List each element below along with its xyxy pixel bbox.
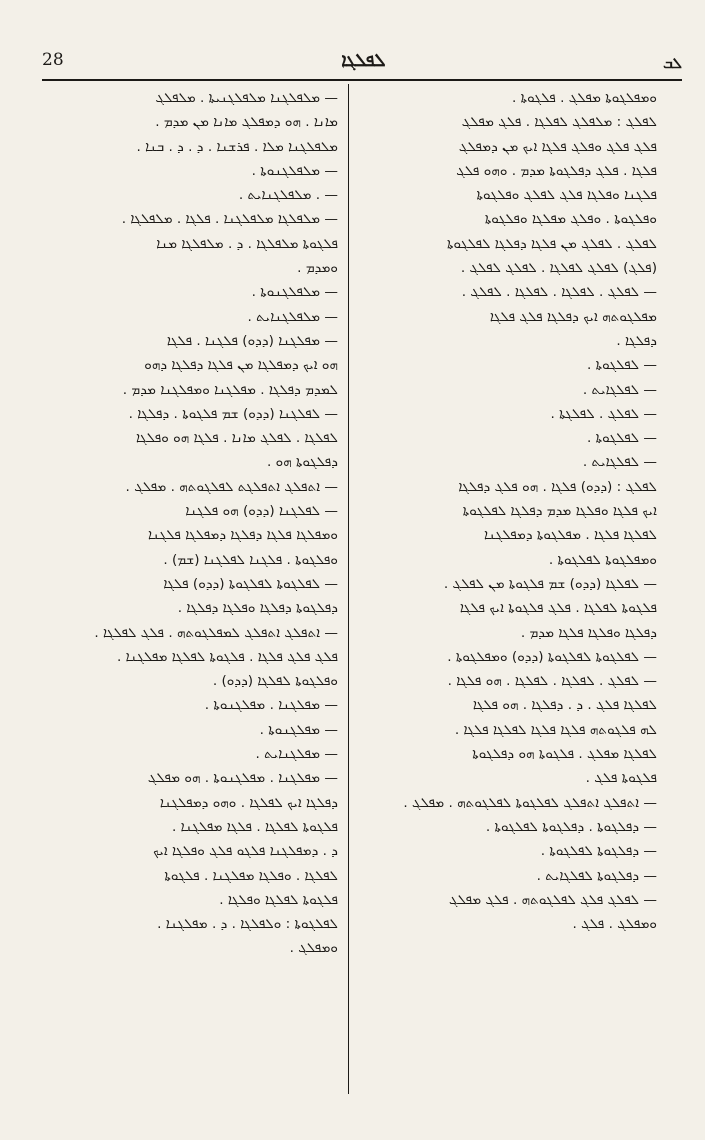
dictionary-line: ܕ . ܕܡܦܠܓܢܐ ܦܠܓܘ ܦܠܓ ܘܦܠܓܐ ܐܝܟ (153, 843, 338, 860)
dictionary-line: — ܡܠܦܠܓܢܘܬܐ . (251, 284, 338, 301)
dictionary-line: ܕܦܠܓܘܬܐ ܗܘ . (267, 454, 338, 471)
dictionary-line: — ܐܬܦܠܓ ܐܬܦܠܓ ܠܦܠܓܘܬܐ ܠܦܠܓܘܬܗ . ܡܦܠܓ . (403, 794, 657, 811)
dictionary-line: — ܡܦܠܓܢܐ . ܡܦܠܓܢܘܬܐ . (204, 697, 338, 714)
dictionary-line: — . ܡܠܦܠܓܢܐܝܬ . (238, 187, 338, 204)
dictionary-line: ܘܡܦܠܓ . (289, 940, 338, 957)
page-header (42, 38, 682, 74)
dictionary-line: ܘܡܦܠܓܘܬܐ ܠܦܠܓܘܬܐ . (548, 551, 657, 568)
dictionary-line: ܘܡܦܠܓܐ ܦܠܓܐ ܕܦܠܓܐ ܕܡܦܠܓܐ ܦܠܓܢܐ (147, 527, 338, 544)
dictionary-line: ܕܦܠܓܐ ܐܝܟ ܠܦܠܓܐ . ܘܗܘ ܕܡܦܠܓܢܐ (159, 794, 338, 811)
dictionary-line: ܠܦܠܓܐ ܦܠܓܐ . ܡܦܠܓܘܬܐ ܕܡܦܠܓܢܐ (483, 527, 657, 544)
dictionary-line: ܦܠܓܐ . ܦܠܓ ܕܦܠܓܘܬܐ ܡܕܡ . ܘܗܘ ܦܠܓ (456, 162, 657, 179)
dictionary-line: ܕܦܠܓܐ . (616, 332, 657, 349)
dictionary-line: — ܠܦܠܓܘܬܐ ܠܦܠܓܘܬܐ (ܕܕܘ) ܘܡܦܠܓܘܬܐ . (447, 648, 657, 665)
dictionary-line: ܕܦܠܓܘܬܐ ܕܦܠܓܐ ܘܦܠܓܐ ܕܦܠܓܐ . (177, 600, 338, 617)
dictionary-line: ܦܠܓܘܬܐ ܦܠܓ . (585, 770, 657, 787)
dictionary-line: — ܡܦܠܓܢܐܝܬ . (255, 746, 338, 763)
dictionary-line: ܘܦܠܓܘܬܐ . ܘܦܠܓ ܡܦܠܓܐ ܘܦܠܓܘܬܐ (484, 211, 657, 228)
dictionary-line: ܠܦܠܓܐ . ܠܦܠܓ ܡܐܢܐ . ܦܠܓܐ ܗܘ ܘܦܠܓܐ (136, 430, 338, 447)
dictionary-line: — ܡܠܦܠܓܢܐܝܬ . (247, 308, 338, 325)
dictionary-line: ܦܠܓ ܦܠܓ ܦܠܓܐ . ܦܠܓܘܬܐ ܠܦܠܓܐ ܡܦܠܓܢܐ . (116, 648, 338, 665)
dictionary-line: — ܕܦܠܓܘܬܐ ܠܦܠܓܐܝܬ . (536, 867, 657, 884)
dictionary-line: ܠܦܠܓ : ܡܠܦܠܓ ܠܦܠܓܐ . ܦܠܓ ܡܦܠܓ (461, 114, 657, 131)
dictionary-line: ܦܠܓܘܬܐ ܠܦܠܓܐ . ܦܠܓܐ ܡܦܠܓܢܐ . (171, 818, 338, 835)
dictionary-line: ܡܦܠܓܘܬܗ ܐܝܟ ܕܦܠܓܐ ܦܠܓ ܦܠܓܐ (489, 308, 657, 325)
dictionary-line: — ܠܦܠܓܐܝܬ . (582, 454, 657, 471)
dictionary-line: ܡܠܦܠܓܢܐ ܡܠܐ . ܦܪܫܢܐ . ܕ . ܕ . ܒܢܐ . (136, 138, 338, 155)
dictionary-line: ܡܐܢܐ . ܗܘ ܕܡܦܠܓ ܡܐܢܐ ܡܢ ܡܕܡ . (155, 114, 338, 131)
dictionary-line: — ܡܦܠܓܢܘܬܐ . (259, 721, 338, 738)
dictionary-line: (ܦܠܓ) ܠܦܠܓ ܠܦܠܓܐ . ܠܦܠܓ ܠܦܠܓ . (460, 260, 657, 277)
right-column (363, 86, 657, 1096)
dictionary-line: ܦܠܓܢܐ ܘܦܠܓܐ ܦܠܓ ܠܦܠܓ ܘܦܠܓܘܬܐ (476, 187, 657, 204)
dictionary-line: — ܡܦܠܓܢܐ (ܕܕܘ) ܦܠܓܢܐ . ܦܠܓܐ (166, 332, 338, 349)
dictionary-line: — ܠܦܠܓ . ܠܦܠܓܬܐ . (550, 405, 657, 422)
dictionary-line: ܦܠܓܘܬܐ ܠܦܠܓܐ ܘܦܠܓܐ . (219, 891, 338, 908)
dictionary-line: — ܠܦܠܓܘܬܐ ܠܦܠܓܘܬܐ (ܕܕܘ) ܦܠܓܐ (163, 575, 338, 592)
section-marker: ܠܒ (663, 54, 682, 72)
dictionary-line: ܘܦܠܓܘܬܐ ܠܦܠܓܐ (ܕܕܘ) . (212, 673, 338, 690)
dictionary-line: — ܡܦܠܓܢܐ . ܡܦܠܓܢܘܬܐ . ܗܘ ܡܦܠܓ (147, 770, 338, 787)
dictionary-line: — ܡܠܦܠܓܢܘܬܐ . (251, 162, 338, 179)
dictionary-line: ܠܦܠܓܐ ܦܠܓ . ܕ . ܕܦܠܓܐ . ܗܘ ܦܠܓܐ (472, 697, 657, 714)
dictionary-line: ܠܦܠܓܐ ܡܦܠܓ . ܦܠܓܘܬܐ ܗܘ ܕܦܠܓܘܬܐ (472, 746, 657, 763)
dictionary-line: — ܠܦܠܓܘܬܐ . (586, 357, 657, 374)
dictionary-line: ܘܡܦܠܓ . ܦܠܓ . (572, 916, 657, 933)
dictionary-line: ܠܡܕܡ ܕܦܠܓܐ . ܡܦܠܓܢܐ ܘܡܦܠܓܢܐ ܡܕܡ . (122, 381, 338, 398)
column-divider (348, 84, 349, 1094)
running-title: ܠܦܠܓܐ (341, 50, 386, 71)
dictionary-line: — ܡܠܦܠܓܐ ܡܠܦܠܓܢܐ . ܦܠܓܐ . ܡܠܦܠܓܐ . (121, 211, 338, 228)
dictionary-line: ܦܠܓܘܬܐ ܠܦܠܓܐ . ܦܠܓ ܦܠܓܘܬܐ ܐܝܟ ܦܠܓܐ (459, 600, 657, 617)
dictionary-line: ܠܦܠܓ . ܠܦܠܓ ܡܢ ܦܠܓܐ ܕܦܠܓܐ ܠܦܠܓܘܬܐ (447, 235, 657, 252)
dictionary-line: ܠܦܠܓܐ . ܘܦܠܓܐ ܡܦܠܓܢܐ . ܦܠܓܘܬܐ (164, 867, 338, 884)
dictionary-line: ܠܦܠܓ : (ܕܕܘ) ܦܠܓܐ . ܗܘ ܦܠܓ ܕܦܠܓܐ (458, 478, 657, 495)
dictionary-line: — ܕܦܠܓܘܬܐ ܠܦܠܓܘܬܐ . (540, 843, 657, 860)
dictionary-line: — ܠܦܠܓ . ܠܦܠܓܐ . ܠܦܠܓܐ . ܗܘ ܦܠܓܐ . (447, 673, 657, 690)
dictionary-line: — ܠܦܠܓܢܐ (ܕܕܘ) ܗܘ ܦܠܓܢܐ (185, 503, 338, 520)
dictionary-line: — ܠܦܠܓܢܐ (ܕܕܘ) ܫܡ ܦܠܓܘܬܐ . ܕܦܠܓܐ . (128, 405, 338, 422)
dictionary-line: ܘܡܦܠܓܘܬܐ ܡܦܠܓ . ܦܠܓܘܬܐ . (511, 90, 657, 106)
dictionary-line: ܗܘ ܐܝܟ ܕܡܦܠܓܐ ܡܢ ܦܠܓܐ ܕܦܠܓܐ ܕܗܘ (144, 357, 338, 374)
dictionary-line: — ܠܦܠܓܐ (ܕܕܘ) ܫܡ ܦܠܓܘܬܐ ܡܢ ܠܦܠܓ . (443, 575, 657, 592)
dictionary-line: — ܐܬܦܠܓ ܐܬܦܠܓܬ ܠܦܠܓܘܬܗ . ܡܦܠܓ . (125, 478, 338, 495)
dictionary-line: ܘܡܕܡ . (297, 260, 338, 277)
dictionary-line: ܕܦܠܓܐ ܘܦܠܓܐ ܦܠܓܐ ܡܕܡ . (520, 624, 657, 641)
dictionary-line: ܠܗ ܦܠܓܘܬܗ ܦܠܓܐ ܦܠܓܐ ܠܦܠܓܐ ܦܠܓܐ . (454, 721, 657, 738)
dictionary-line: — ܠܦܠܓ ܦܠܓ ܠܦܠܓܘܬܗ . ܦܠܓ ܡܦܠܓ (449, 891, 657, 908)
dictionary-line: — ܡܠܦܠܓܢܐ ܡܠܦܠܓܢܝܬܐ . ܡܠܦܠܓ (155, 90, 338, 106)
dictionary-line: — ܠܦܠܓܘܬܐ . (586, 430, 657, 447)
dictionary-line: ܠܦܠܓܘܬܐ : ܘܠܦܠܓܐ . ܕ . ܡܦܠܓܢܐ . (157, 916, 338, 933)
dictionary-line: ܦܠܓܘܬܐ ܡܠܦܠܓܐ . ܕ . ܡܠܦܠܓܐ ܡܢܐ (156, 235, 338, 252)
header-rule (42, 79, 682, 81)
left-column (44, 86, 338, 1096)
dictionary-line: — ܕܦܠܓܘܬܐ . ܕܦܠܓܘܬܐ ܠܦܠܓܘܬܐ . (485, 818, 657, 835)
page-number: 28 (42, 50, 64, 70)
dictionary-line: — ܐܬܦܠܓ ܐܬܦܠܓ ܠܡܦܠܓܘܬܗ . ܦܠܓ ܠܦܠܓܐ . (94, 624, 338, 641)
dictionary-line: — ܠܦܠܓ . ܠܦܠܓܐ . ܠܦܠܓܐ . ܠܦܠܓ . (461, 284, 657, 301)
dictionary-line: ܘܦܠܓܘܬܐ . ܦܠܓܢܐ ܠܦܠܓܢܐ (ܫܡ) . (163, 551, 338, 568)
dictionary-line: — ܠܦܠܓܐܝܬ . (582, 381, 657, 398)
dictionary-line: ܐܝܟ ܦܠܓܐ ܘܦܠܓܐ ܡܕܡ ܕܦܠܓܐ ܠܦܠܓܘܬܐ (462, 503, 657, 520)
dictionary-line: ܦܠܓ ܦܠܓ ܘܦܠܓ ܦܠܓܐ ܐܝܟ ܡܢ ܕܡܦܠܓ (458, 138, 657, 155)
